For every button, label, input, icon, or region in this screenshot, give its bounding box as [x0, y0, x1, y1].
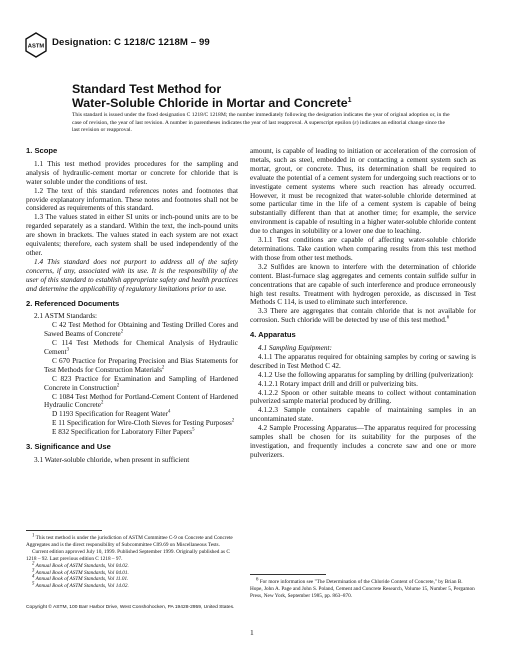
- footnotes-right: [250, 579, 476, 600]
- scope-1-3: 1.3 The values stated in either SI units or inch-pound units are to be regarded separately as a standard. Within the text, the inch-pound units are shown in brackets. The values stated in each system are not exact equivalents; therefore, each system shall be used independently of the other.: [26, 213, 238, 257]
- footnote-rule: [26, 530, 102, 531]
- right-column: [250, 147, 476, 460]
- refs-heading: 2. Referenced Documents: [26, 298, 120, 308]
- page-title: [72, 82, 452, 110]
- ref-item: C 42 Test Method for Obtaining and Testing Drilled Cores and Sawed Beams of Concrete$^2$: [44, 321, 238, 339]
- ref-item: D 1193 Specification for Reagent Water$^4$: [52, 409, 171, 419]
- scope-heading: 1. Scope: [26, 146, 58, 155]
- scope-1-2: 1.2 The text of this standard references notes and footnotes that provide explanatory information. These notes and footnotes shall not be considered as requirements of this standard.: [26, 186, 238, 213]
- scope-1-1: 1.1 This test method provides procedures for the sampling and analysis of hydraulic-cement mortar or concrete for chloride that is water soluble under the conditions of test.: [26, 159, 238, 186]
- ref-item: C 114 Test Methods for Chemical Analysis of Hydraulic Cement$^3$: [44, 339, 238, 357]
- ref-item: E 11 Specification for Wire-Cloth Sieves for Testing Purposes$^2$: [52, 418, 235, 428]
- title-line2-wrap: [72, 96, 452, 110]
- footnote-1b: Current edition approved July 10, 1999. Published September 1999. Originally published as C 1218 – 92. Last previous edition C 1218 – 97.: [26, 548, 230, 562]
- title-line2: Water-Soluble Chloride in Mortar and Concrete: [72, 96, 348, 110]
- apparatus-4-1: 4.1 Sampling Equipment:: [258, 344, 332, 353]
- footnote-1: $^1$ This test method is under the jurisdiction of ASTM Committee C-9 on Concrete and Concrete Aggregates and is the direct responsibility of Subcommittee C09.69 on Miscellaneous Tests.: [26, 533, 233, 548]
- apparatus-4-1-2-3: 4.1.2.3 Sample containers capable of maintaining samples in an uncontaminated state.: [250, 406, 476, 424]
- scope-1-4: 1.4 This standard does not purport to address all of the safety concerns, if any, associated with its use. It is the responsibility of the user of this standard to establish appropriate safety and health practices and determine the applicability of regulatory limitations prior to use.: [26, 257, 238, 293]
- svg-text:ASTM: ASTM: [27, 43, 45, 50]
- refs-list: [26, 321, 238, 437]
- copyright: Copyright © ASTM, 100 Barr Harbor Drive, West Conshohocken, PA 19428-2959, United States.: [26, 605, 235, 610]
- ref-item: C 1084 Test Method for Portland-Cement Content of Hardened Hydraulic Concrete$^2$: [44, 392, 238, 410]
- apparatus-4-1-1: 4.1.1 The apparatus required for obtaining samples by coring or sawing is described in Test Method C 42.: [250, 352, 476, 370]
- apparatus-heading: 4. Apparatus: [250, 330, 296, 340]
- significance-3-1-1: 3.1.1 Test conditions are capable of affecting water-soluble chloride determinations. Take caution when comparing results from this test method with those from other test methods.: [250, 236, 476, 262]
- significance-3-2: 3.2 Sulfides are known to interfere with the determination of chloride content. Blast-furnace slag aggregates and cements contain sulfide sulfur in concentrations that are capable of such interference and produce erroneously high test results. Treatment with hydrogen peroxide, as discussed in Test Methods C 114, is used to eliminate such interference.: [250, 262, 476, 307]
- title-line1: Standard Test Method for: [72, 82, 222, 96]
- footnotes-left: [26, 535, 238, 590]
- astm-logo-icon: [25, 32, 47, 58]
- significance-heading: 3. Significance and Use: [26, 442, 111, 452]
- refs-intro: 2.1 ASTM Standards:: [34, 312, 98, 321]
- significance-3-1-cont: amount, is capable of leading to initiation or acceleration of the corrosion of metals, such as steel, embedded in or contacting a cement system such as mortar, grout, or concrete. Thus, its determination shall be required to evaluate the potential of a cement system for undergoing such reactions or to investigate cement systems where such reaction has already occurred. However, it must be recognized that water-soluble chloride determined at some particular time in the life of a cement system is capable of being substantially different than that at another time; for example, the service environment is capable of resulting in a higher water-soluble chloride content due to changes in solubility or a lower one due to leaching.: [250, 147, 476, 236]
- left-column: [26, 147, 238, 465]
- apparatus-4-1-2-1: 4.1.2.1 Rotary impact drill and drill or pulverizing bits.: [258, 379, 418, 388]
- footnote-2: $^2$ Annual Book of ASTM Standards, Vol 04.02.: [32, 560, 129, 569]
- ref-item: C 823 Practice for Examination and Sampling of Hardened Concrete in Construction$^2$: [44, 374, 238, 392]
- significance-3-3: 3.3 There are aggregates that contain chloride that is not available for corrosion. Such chloride will be detected by use of this test method.$^6$: [250, 307, 476, 325]
- footnote-5: $^5$ Annual Book of ASTM Standards, Vol 14.02.: [32, 581, 129, 590]
- ref-item: C 670 Practice for Preparing Precision and Bias Statements for Test Methods for Construction Materials$^2$: [44, 356, 238, 374]
- footnote-rule-right: [250, 574, 326, 575]
- significance-3-1: 3.1 Water-soluble chloride, when present in sufficient: [34, 456, 190, 464]
- ref-item: E 832 Specification for Laboratory Filter Papers$^5$: [52, 427, 195, 437]
- footnote-6: $^6$ For more information see "The Determination of the Chloride Content of Concrete," by Brian B. Hope, John A. Page and John S. Poland, Cement and Concrete Research, Volume 15, Number 5, Pergamon Press, New York, September 1985, pp. 863–870.: [250, 577, 475, 599]
- page-number: 1: [250, 628, 254, 637]
- designation: Designation: C 1218/C 1218M – 99: [52, 37, 210, 48]
- footnote-3: $^3$ Annual Book of ASTM Standards, Vol 04.01.: [32, 567, 129, 576]
- title-sup: 1: [347, 96, 352, 104]
- apparatus-4-1-2-2: 4.1.2.2 Spoon or other suitable means to collect without contamination pulverized sample material produced by drilling.: [250, 388, 476, 406]
- apparatus-4-1-2: 4.1.2 Use the following apparatus for sampling by drilling (pulverization):: [258, 370, 474, 379]
- footnote-4: $^4$ Annual Book of ASTM Standards, Vol 11.01.: [32, 574, 129, 583]
- apparatus-4-2: 4.2 Sample Processing Apparatus—The apparatus required for processing samples shall be chosen for its suitability for the purposes of the investigation, and frequently includes a concrete saw and one or more pulverizers.: [250, 424, 476, 459]
- issue-notice: This standard is issued under the fixed designation C 1218/C 1218M; the number immediately following the designation indicates the year of original adoption or, in the case of revision, the year of last revision. A number in parentheses indicates the year of last reapproval. A superscript epsilon (ε) indicates an editorial change since the last revision or reapproval.: [72, 112, 450, 134]
